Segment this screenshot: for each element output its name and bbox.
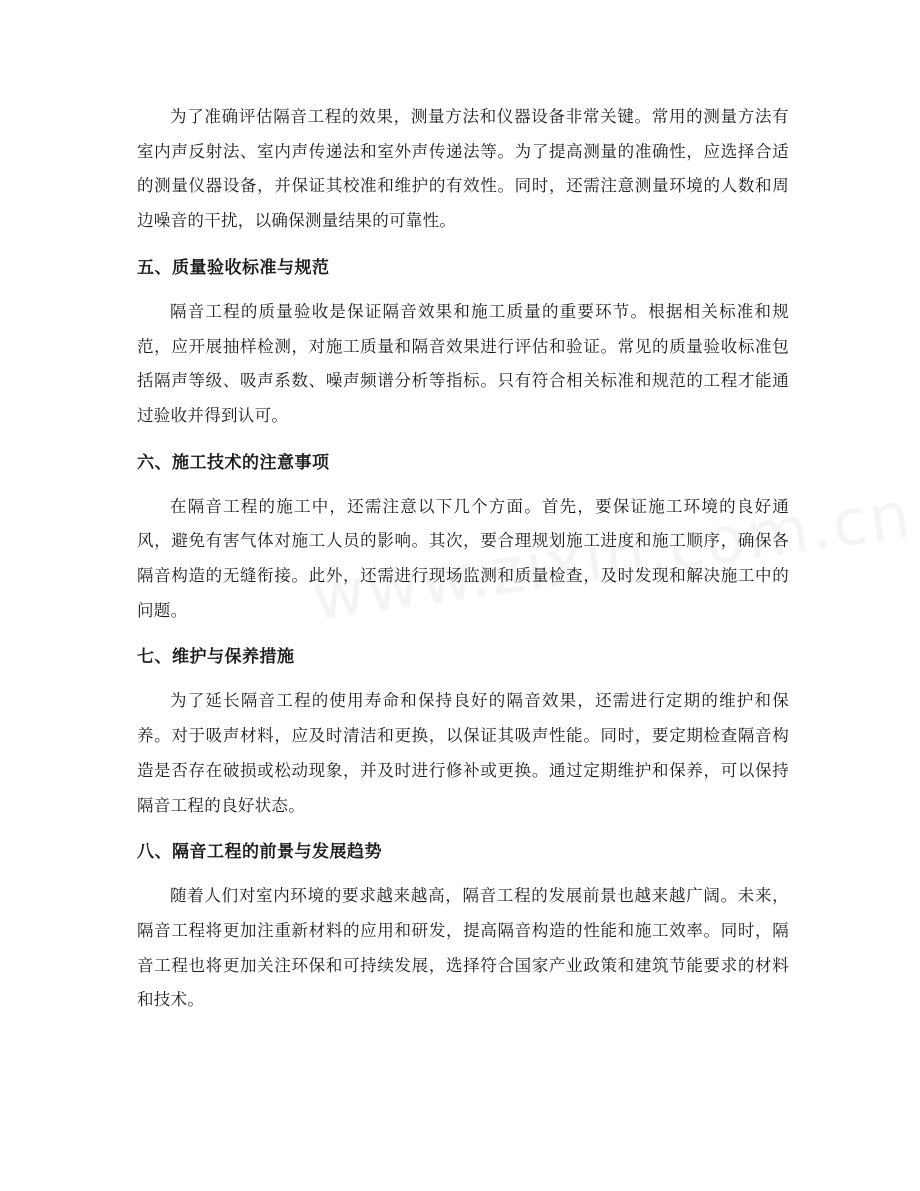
section-paragraph-5: 隔音工程的质量验收是保证隔音效果和施工质量的重要环节。根据相关标准和规范，应开展抽样检测，对施工质量和隔音效果进行评估和验证。常见的质量验收标准包括隔声等级、吸声系数、噪声频谱分析等指标。只有符合相关标准和规范的工程才能通过验收并得到认可。 (137, 301, 789, 425)
intro-paragraph: 为了准确评估隔音工程的效果，测量方法和仪器设备非常关键。常用的测量方法有室内声反射法、室内声传递法和室外声传递法等。为了提高测量的准确性，应选择合适的测量仪器设备，并保证其校准和维护的有效性。同时，还需注意测量环境的人数和周边噪音的干扰，以确保测量结果的可靠性。 (137, 107, 789, 231)
section-heading-8: 八、隔音工程的前景与发展趋势 (137, 842, 382, 863)
section-heading-7: 七、维护与保养措施 (137, 647, 295, 668)
section-heading-6: 六、施工技术的注意事项 (137, 452, 330, 473)
section-paragraph-8: 随着人们对室内环境的要求越来越高，隔音工程的发展前景也越来越广阔。未来，隔音工程将更加注重新材料的应用和研发，提高隔音构造的性能和施工效率。同时，隔音工程也将更加关注环保和可持续发展，选择符合国家产业政策和建筑节能要求的材料和技术。 (137, 886, 789, 1010)
section-paragraph-6: 在隔音工程的施工中，还需注意以下几个方面。首先，要保证施工环境的良好通风，避免有害气体对施工人员的影响。其次，要合理规划施工进度和施工顺序，确保各隔音构造的无缝衔接。此外，还需进行现场监测和质量检查，及时发现和解决施工中的问题。 (137, 496, 789, 620)
section-heading-5: 五、质量验收标准与规范 (137, 257, 330, 278)
section-paragraph-7: 为了延长隔音工程的使用寿命和保持良好的隔音效果，还需进行定期的维护和保养。对于吸声材料，应及时清洁和更换，以保证其吸声性能。同时，要定期检查隔音构造是否存在破损或松动现象，并及时进行修补或更换。通过定期维护和保养，可以保持隔音工程的良好状态。 (137, 691, 789, 815)
document-body (137, 100, 789, 1018)
